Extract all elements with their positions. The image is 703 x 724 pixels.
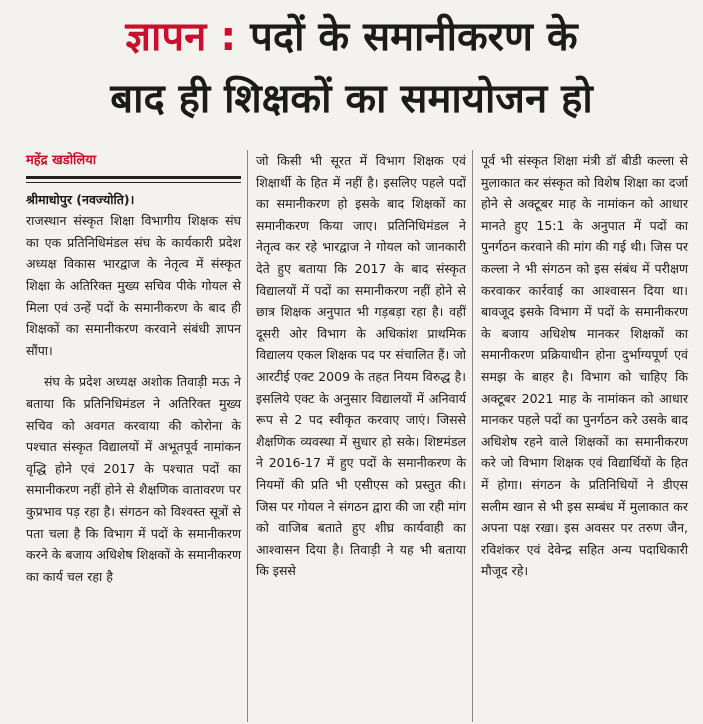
headline-label: ज्ञापन : <box>125 14 237 60</box>
paragraph: राजस्थान संस्कृत शिक्षा विभागीय शिक्षक संघ का एक प्रतिनिधिमंडल संघ के कार्यकारी प्रदेश अध्यक्ष विकास भारद्वाज के नेतृत्व में संस्कृत शिक्षा के अतिरिक्त मुख्य सचिव पीके गोयल से मिला एवं उन्हें पदों के समानीकरण के बाद ही शिक्षकों का समानीकरण करवाने संबंधी ज्ञापन सौंपा। <box>26 213 241 358</box>
paragraph: पूर्व भी संस्कृत शिक्षा मंत्री डॉ बीडी कल्ला से मुलाकात कर संस्कृत को विशेष शिक्षा का दर्जा होने से अक्टूबर माह के नामांकन को आधार मानते हुए 15:1 के अनुपात में पदों का पुनर्गठन करवाने की मांग की गई थी। जिस पर कल्ला ने भी संगठन को इस संबंध में परीक्षण करवाकर कार्रवाई का आश्वासन दिया था। बावजूद इसके विभाग में पदों के समानीकरण के बजाय अधिशेष मानकर शिक्षकों का समानीकरण प्रक्रियाधीन होना दुर्भाग्यपूर्ण एवं समझ के बाहर है। विभाग को चाहिए कि अक्टूबर 2021 माह के नामांकन को आधार मानकर पहले पदों का पुनर्गठन करे उसके बाद अधिशेष रहने वाले शिक्षकों का समानीकरण करे जो विभाग शिक्षक एवं विद्यार्थियों के हित में होगा। संगठन के प्रतिनिधियों ने डीएस सलीम खान से भी इस सम्बंध में मुलाकात कर अपना पक्ष रखा। इस अवसर पर तरुण जैन, रविशंकर एवं देवेन्द्र सहित अन्य पदाधिकारी मौजूद रहे। <box>481 153 688 579</box>
dateline: श्रीमाधोपुर (नवज्योति)। <box>26 191 135 207</box>
headline-text-1: पदों के समानीकरण के <box>250 14 578 60</box>
paragraph: संघ के प्रदेश अध्यक्ष अशोक तिवाड़ी मऊ ने बताया कि प्रतिनिधिमंडल ने अतिरिक्त मुख्य सचिव को अवगत करवाया की कोरोना के पश्चात संस्कृत विद्यालयों में अभूतपूर्व नामांकन वृद्धि होने एवं 2017 के पश्चात पदों का समानीकरण नहीं होने से शैक्षणिक वातावरण पर कुप्रभाव पड़ रहा है। संगठन को विश्वस्त सूत्रों से पता चला है कि विभाग में पदों के समानीकरण करने के बजाय अधिशेष शिक्षकों के समानीकरण का कार्य चल रहा है <box>26 374 241 584</box>
column-2 <box>247 150 472 722</box>
headline-line-1 <box>0 6 703 68</box>
byline: महेंद्र खडोलिया <box>26 153 97 168</box>
divider-thick <box>26 176 241 179</box>
column-1 <box>22 150 247 722</box>
headline-line-2: बाद ही शिक्षकों का समायोजन हो <box>110 76 593 122</box>
headline <box>0 6 703 130</box>
column-3 <box>472 150 694 722</box>
divider-thin <box>26 182 241 183</box>
article-body <box>22 150 694 722</box>
paragraph: जो किसी भी सूरत में विभाग शिक्षक एवं शिक्षार्थी के हित में नहीं है। इसलिए पहले पदों का समानीकरण हो इसके बाद शिक्षकों का समानीकरण किया जाए। प्रतिनिधिमंडल ने नेतृत्व कर रहे भारद्वाज ने गोयल को जानकारी देते हुए बताया कि 2017 के बाद संस्कृत विद्यालयों में पदों का समानीकरण नहीं होने से छात्र शिक्षक अनुपात भी गड़बड़ा रहा है। वहीं दूसरी ओर विभाग के अधिकांश प्राथमिक विद्यालय एकल शिक्षक पद पर संचालित हैं। जो आरटीई एक्ट 2009 के तहत नियम विरुद्ध है। इसलिये एक्ट के अनुसार विद्यालयों में अनिवार्य रूप से 2 पद स्वीकृत करवाए जाएं। जिससे शैक्षणिक व्यवस्था में सुधार हो सके। शिष्टमंडल ने 2016-17 में हुए पदों के समानीकरण के नियमों की प्रति भी एसीएस को प्रस्तुत की। जिस पर गोयल ने संगठन द्वारा की जा रही मांग को वाजिब बताते हुए शीघ्र कार्यवाही का आश्वासन दिया है। तिवाड़ी ने यह भी बताया कि इससे <box>256 153 466 579</box>
